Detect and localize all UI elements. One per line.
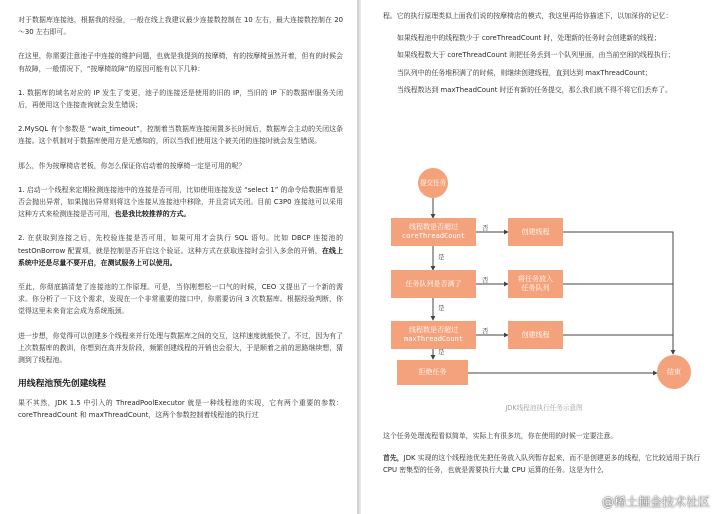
- node-label: 任务队列是否满了: [405, 279, 462, 288]
- edge-label-yes: 是: [438, 304, 445, 312]
- paragraph: 那么，作为按摩椅店老板，你怎么保证你启动着的按摩椅一定是可用的呢？: [18, 161, 246, 170]
- right-column: [383, 10, 702, 101]
- rule-item: 当线程数达到 maxTheadCount 时还有新的任务提交，那么我们就不得不将它们丢弃了。: [397, 85, 672, 94]
- node-label: 线程数是否超过: [409, 223, 458, 231]
- paragraph: 对于数据库连接池，根据我的经验，一般在线上我建议最少连接数控制在 10 左右，最大连接数控制在 20～30 左右即可。: [18, 16, 343, 37]
- edge-label-no: 否: [482, 327, 489, 335]
- create-thread-node: [508, 218, 563, 246]
- edge-label-no: 否: [482, 276, 489, 284]
- paragraph: [383, 452, 702, 476]
- bold-text: 也是我比较推荐的方式。: [114, 210, 191, 219]
- rule-item: 如果线程池中的线程数少于 coreThreadCount 时，处理新的任务时会创建新的线程；: [397, 34, 661, 43]
- condition-queue-node: [391, 270, 476, 298]
- node-label: 拒绝任务: [418, 368, 447, 376]
- edge-label-no: 否: [482, 224, 489, 232]
- section-title: 用线程池预先创建线程: [18, 379, 106, 390]
- text: JDK 实现的这个线程池优先把任务放入队列暂存起来，而不是创建更多的线程，它比较适用于执行 CPU 密集型的任务，也就是需要执行大量 CPU 运算的任务。这是为什么: [383, 454, 701, 475]
- bold-text: 在线上系统中还是尽量不要开启，在测试服务上可以使用。: [18, 246, 343, 267]
- create-thread-node: [508, 321, 563, 349]
- node-label: 任务队列: [521, 284, 550, 292]
- reject-node: [397, 360, 468, 385]
- edge-label-yes: 是: [438, 348, 445, 356]
- paragraph: [18, 232, 343, 269]
- enqueue-node: [508, 270, 563, 298]
- start-node: [418, 168, 448, 198]
- paragraph: 2.MySQL 有个参数是 “wait_timeout”，控制着当数据库连接闲置多长时间后，数据库会主动的关闭这条连接。这个机制对于数据库使用方是无感知的，所以当我们使用这个被关闭的连接时就会发生错误。: [18, 125, 343, 146]
- node-label: 线程数是否超过: [409, 326, 458, 334]
- paragraph: [18, 184, 343, 221]
- edge-label-yes: 是: [438, 253, 445, 261]
- paragraph: 至此，你彻底搞清楚了连接池的工作原理。可是，当你刚想松一口气的时候，CEO 又提出了一个新的需求。你分析了一下这个需求，发现在一个非常重要的接口中，你需要访问 3 次数据库。根据经验判断，你觉得这里未来肯定会成为系统瓶颈。: [18, 283, 343, 316]
- node-label: coreThreadCount: [401, 232, 466, 240]
- thread-pool-flow-diagram: [383, 162, 705, 412]
- paragraph: 程。它的执行原理类似上面我们说的按摩椅店的模式，我这里再给你描述下，以加深你的记忆：: [383, 12, 673, 20]
- paragraph: 进一步想，你觉得可以创建多个线程来并行处理与数据库之间的交互，这样速度就能快了。不过，因为有了上次数据库的教训，你想到在高并发阶段，频繁创建线程的开销也会很大，于是顺着之前的思路继续想，猜测到了线程池。: [18, 331, 343, 365]
- paragraph: 果不其然，JDK 1.5 中引入的 ThreadPoolExecutor 就是一种线程池的实现，它有两个重要的参数：coreThreadCount 和 maxThreadCount，这两个参数控制着线程池的执行过: [18, 399, 343, 420]
- text: 2. 在获取到连接之后，先校验连接是否可用，如果可用才会执行 SQL 语句。比如 DBCP 连接池的 testOnBorrow 配置项，就是控制是否开启这个验证。这种方式在获取连接时会引入多余的开销，: [18, 234, 343, 255]
- left-column: [18, 14, 343, 434]
- bold-text: 首先，: [383, 454, 404, 463]
- paragraph: 这个任务处理流程看似简单，实际上有很多坑，你在使用的时候一定要注意。: [383, 432, 618, 440]
- arrow: [563, 232, 673, 354]
- paragraph: 在这里，你需要注意池子中连接的维护问题，也就是我提到的按摩椅，有的按摩椅虽然开着，但有的时候会有故障，一般情况下，“按摩椅故障”的原因可能有以下几种：: [18, 52, 343, 73]
- rule-item: 当队列中的任务堆积满了的时候，则继续创建线程，直到达到 maxThreadCount；: [397, 68, 652, 77]
- figure-caption: JDK线程池执行任务示意图: [505, 404, 583, 412]
- node-label: 将任务放入: [518, 275, 553, 283]
- right-bottom-text: [383, 430, 702, 487]
- left-page: [0, 0, 357, 514]
- node-label: 创建线程: [521, 330, 550, 339]
- condition-core-node: [391, 218, 476, 246]
- text: 1. 启动一个线程来定期检测连接池中的连接是否可用，比如使用连接发送 “select 1” 的命令给数据库看是否会抛出异常，如果抛出异常则将这个连接从连接池中移除，并且尝试关闭。目前 C3P0 连接池可以采用这种方式来检测连接是否可用，: [18, 185, 343, 219]
- node-label: 结束: [667, 367, 681, 376]
- end-node: [657, 355, 691, 389]
- paragraph: 1. 数据库的域名对应的 IP 发生了变更，池子的连接还是使用的旧的 IP，当旧的 IP 下的数据库服务关闭后，再使用这个连接查询就会发生错误；: [18, 88, 343, 110]
- node-label: 提交任务: [419, 179, 447, 187]
- watermark: @稀土掘金技术社区: [601, 495, 710, 509]
- condition-max-node: [391, 321, 476, 349]
- right-page: [361, 0, 720, 514]
- rule-list: [383, 32, 702, 96]
- rule-item: 如果线程数大于 coreThreadCount 则把任务丢到一个队列里面，由当前空闲的线程执行；: [397, 51, 675, 60]
- node-label: maxThreadCount: [403, 335, 463, 343]
- node-label: 创建线程: [521, 227, 550, 236]
